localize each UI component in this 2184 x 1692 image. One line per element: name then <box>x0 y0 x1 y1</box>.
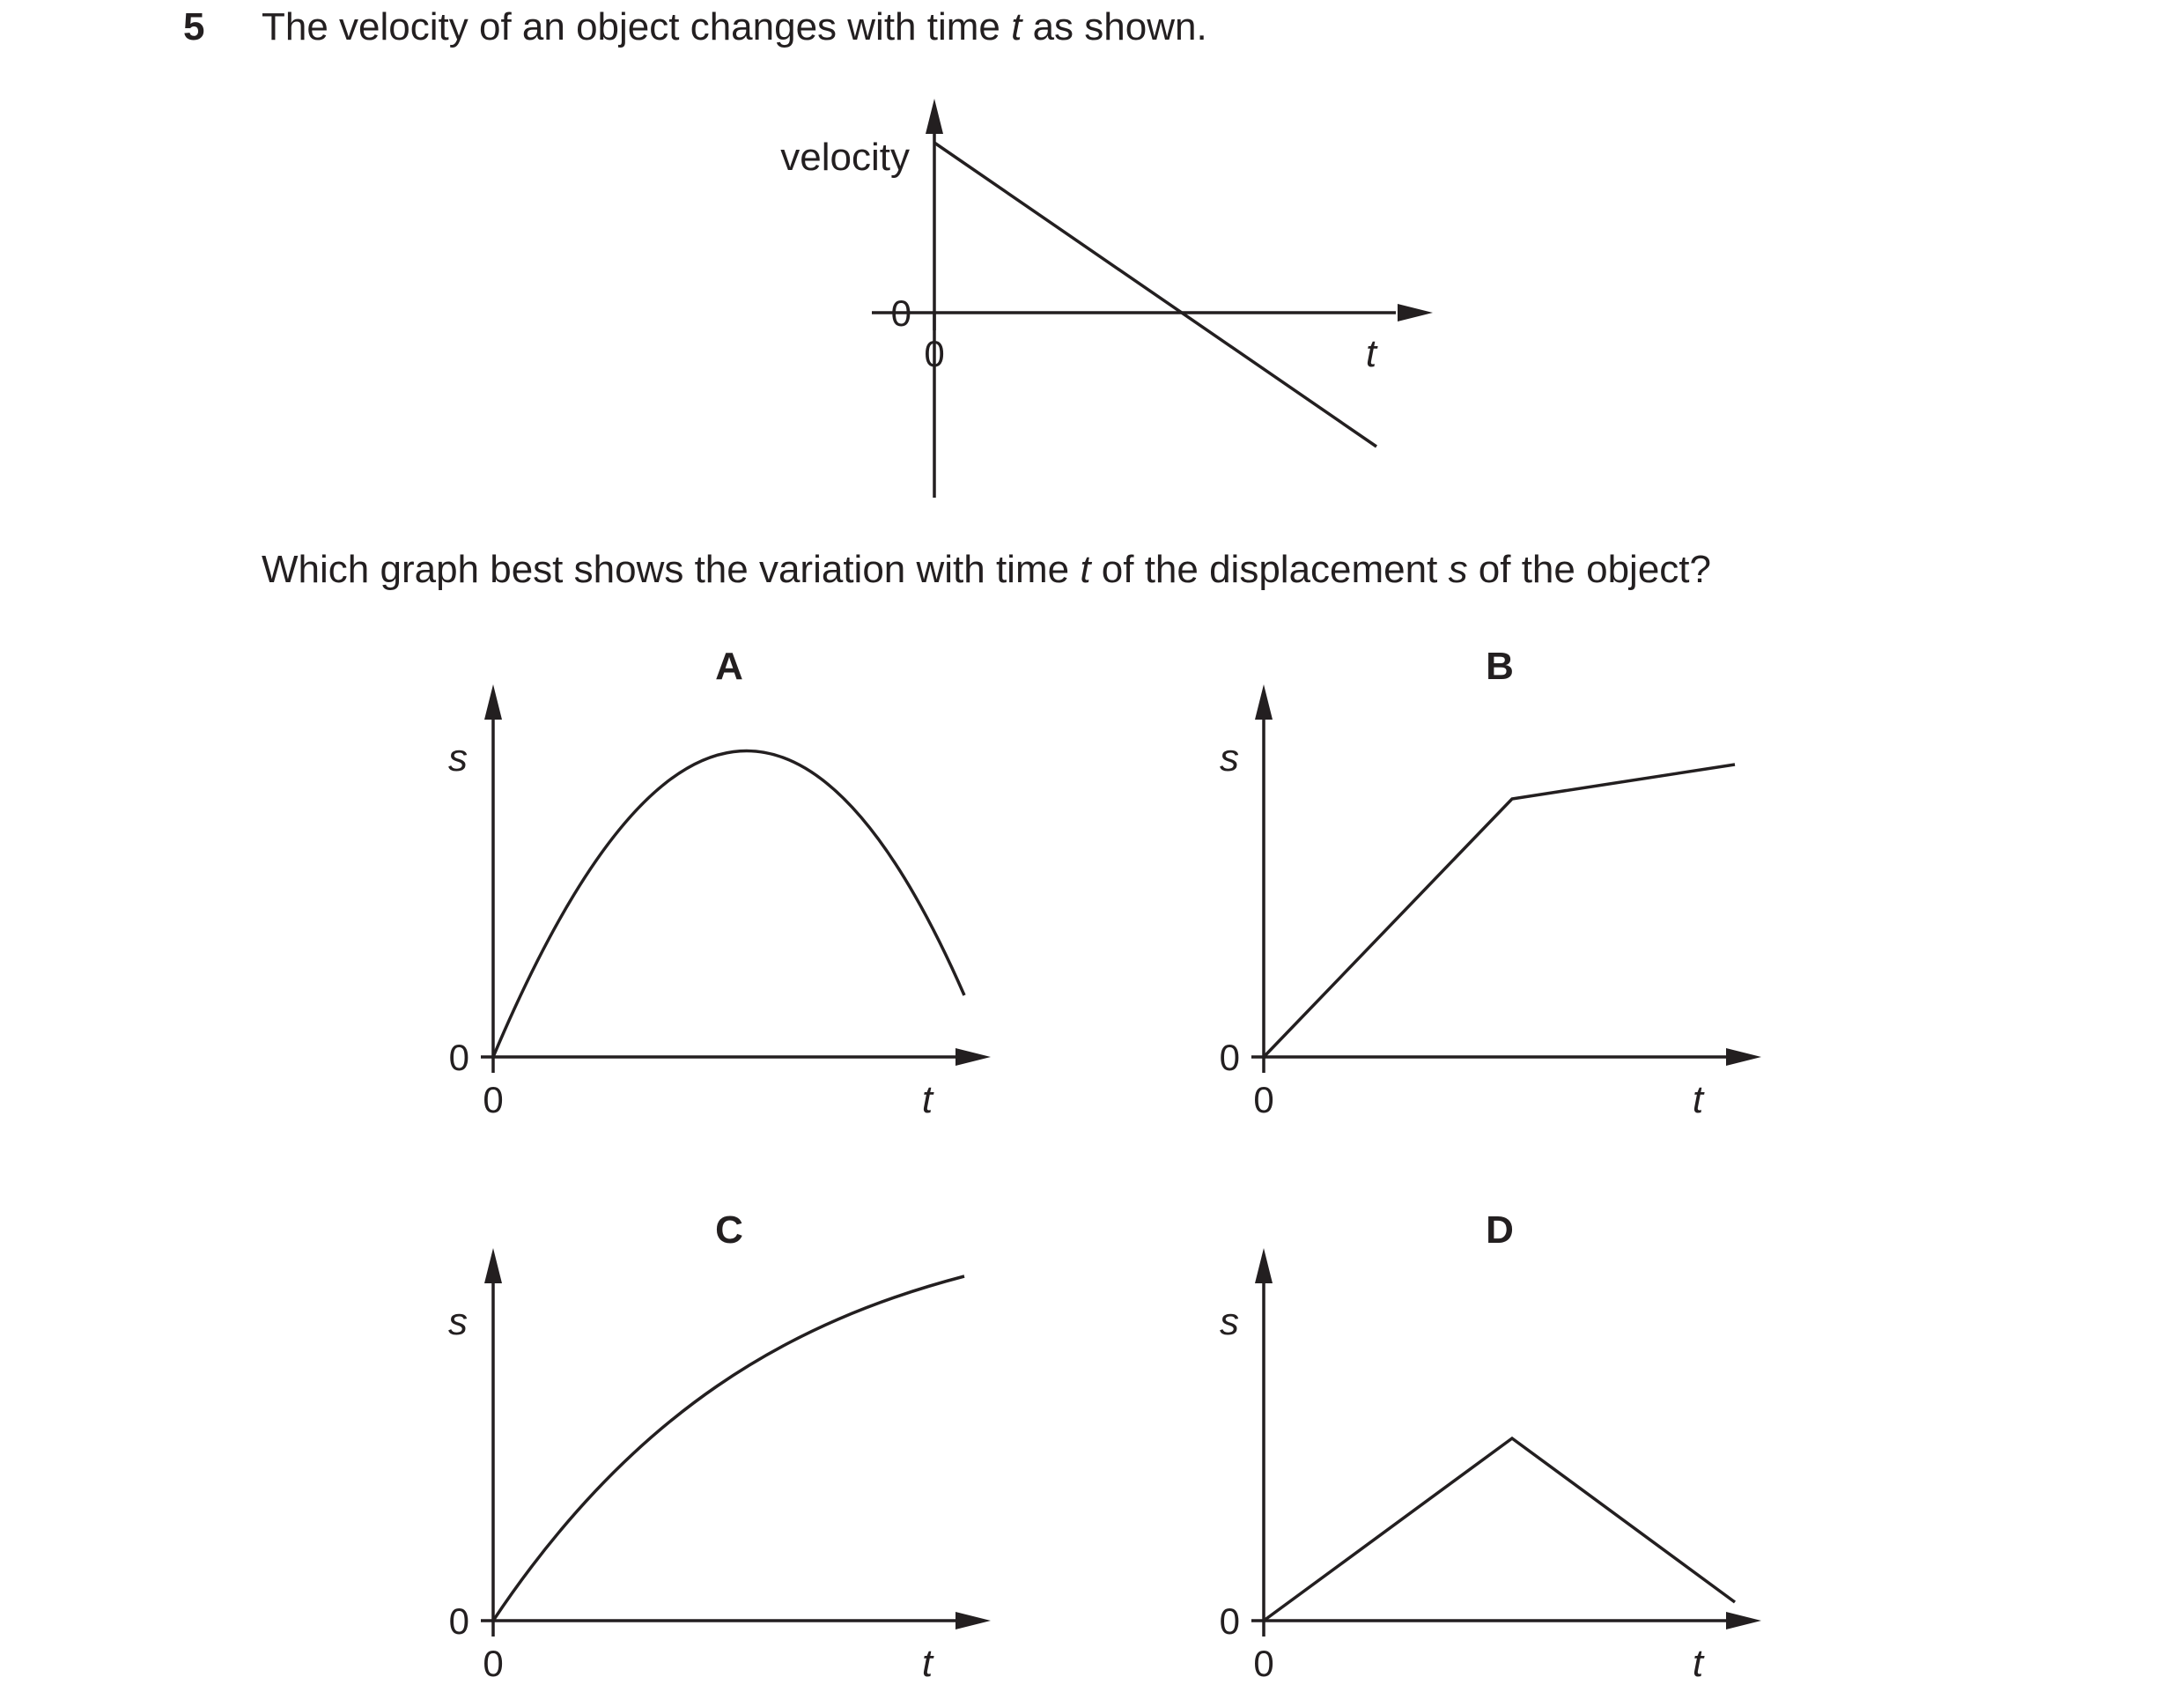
graph-c-y-origin-label: 0 <box>448 1600 469 1642</box>
velocity-y-label: velocity <box>780 136 910 179</box>
graph-c-x-origin-label: 0 <box>483 1643 504 1684</box>
graph-b-y-arrowhead <box>1255 684 1273 720</box>
graph-d <box>1251 1268 1735 1637</box>
graph-a-curve <box>493 751 964 1057</box>
graph-b-y-label: s <box>1220 736 1239 780</box>
velocity-line <box>934 143 1376 447</box>
option-c-letter: C <box>715 1208 743 1252</box>
graph-c-y-arrowhead <box>484 1248 502 1283</box>
graph-c-y-label: s <box>448 1300 468 1343</box>
prompt-text-start: Which graph best shows the variation with time <box>262 548 1081 591</box>
graph-d-y-origin-label: 0 <box>1219 1600 1240 1642</box>
option-b-letter: B <box>1486 645 1514 688</box>
graph-b-y-origin-label: 0 <box>1219 1037 1240 1078</box>
graph-b <box>1251 705 1735 1073</box>
prompt-variable-t: t <box>1080 548 1091 591</box>
stem-text-end: as shown. <box>1022 5 1207 48</box>
graph-d-line <box>1264 1438 1735 1621</box>
graph-a-x-label: t <box>921 1078 933 1121</box>
graph-c-x-label: t <box>921 1642 933 1685</box>
option-d-letter: D <box>1486 1208 1514 1252</box>
graph-b-line <box>1264 765 1735 1057</box>
velocity-x-origin-label: 0 <box>924 333 945 374</box>
graph-b-x-label: t <box>1692 1078 1704 1121</box>
velocity-x-label: t <box>1365 332 1377 375</box>
graph-a-x-origin-label: 0 <box>483 1079 504 1120</box>
velocity-graph <box>872 122 1396 498</box>
option-a-letter: A <box>715 645 743 688</box>
stem-variable-t: t <box>1011 5 1022 48</box>
stem-text-start: The velocity of an object changes with time <box>262 5 1012 48</box>
prompt-text-middle: of the displacement <box>1090 548 1449 591</box>
graph-a-y-label: s <box>448 736 468 780</box>
graph-b-x-origin-label: 0 <box>1253 1079 1274 1120</box>
graph-c-x-arrowhead <box>956 1612 991 1629</box>
graph-a <box>481 705 964 1073</box>
graph-c-curve <box>493 1276 964 1621</box>
graph-d-x-origin-label: 0 <box>1253 1643 1274 1684</box>
graph-d-x-label: t <box>1692 1642 1704 1685</box>
question-number: 5 <box>183 5 205 48</box>
prompt-text-end: of the object? <box>1467 548 1711 591</box>
velocity-y-arrowhead <box>926 99 943 134</box>
graph-a-y-arrowhead <box>484 684 502 720</box>
graph-a-x-arrowhead <box>956 1048 991 1066</box>
prompt-variable-s: s <box>1448 548 1468 591</box>
graph-d-y-label: s <box>1220 1300 1239 1343</box>
graph-a-y-origin-label: 0 <box>448 1037 469 1078</box>
graph-d-y-arrowhead <box>1255 1248 1273 1283</box>
velocity-x-arrowhead <box>1398 304 1433 321</box>
velocity-y-origin-label: 0 <box>890 292 911 334</box>
graph-c <box>481 1268 964 1637</box>
graph-b-x-arrowhead <box>1726 1048 1761 1066</box>
graph-d-x-arrowhead <box>1726 1612 1761 1629</box>
